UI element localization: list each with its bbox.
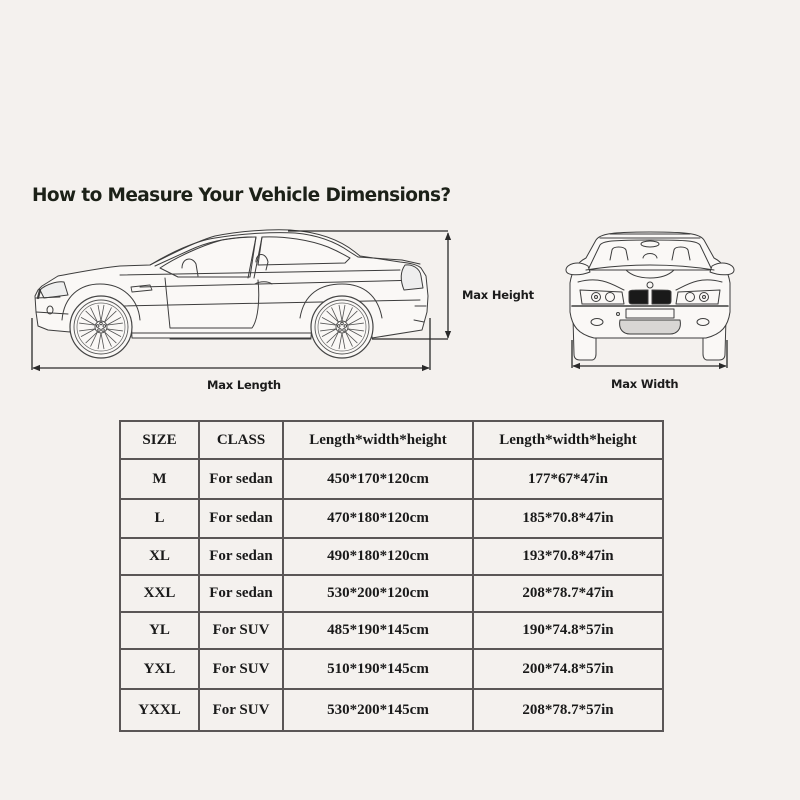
max-height-label: Max Height [462, 288, 534, 302]
cell-cm: 530*200*145cm [283, 689, 473, 731]
cell-in: 185*70.8*47in [473, 499, 663, 538]
cell-class: For SUV [199, 689, 283, 731]
table-row [120, 538, 663, 575]
cell-in: 208*78.7*57in [473, 689, 663, 731]
cell-size: YXL [120, 649, 199, 689]
cell-class: For SUV [199, 612, 283, 649]
cell-in: 177*67*47in [473, 459, 663, 499]
header-class: CLASS [199, 421, 283, 459]
table-row [120, 612, 663, 649]
cell-class: For sedan [199, 459, 283, 499]
table-row [120, 499, 663, 538]
cell-size: M [120, 459, 199, 499]
cell-size: XL [120, 538, 199, 575]
table-row [120, 689, 663, 731]
cell-cm: 485*190*145cm [283, 612, 473, 649]
cell-cm: 530*200*120cm [283, 575, 473, 612]
page-title: How to Measure Your Vehicle Dimensions? [32, 185, 451, 206]
cell-in: 208*78.7*47in [473, 575, 663, 612]
cell-size: XXL [120, 575, 199, 612]
size-chart-table [119, 420, 664, 732]
cell-class: For SUV [199, 649, 283, 689]
cell-class: For sedan [199, 538, 283, 575]
table-row [120, 649, 663, 689]
header-dimensions-in: Length*width*height [473, 421, 663, 459]
max-width-label: Max Width [611, 377, 679, 391]
cell-size: YXXL [120, 689, 199, 731]
table-header-row [120, 421, 663, 459]
car-front-outline-icon [566, 232, 734, 360]
cell-in: 200*74.8*57in [473, 649, 663, 689]
table-row [120, 459, 663, 499]
header-size: SIZE [120, 421, 199, 459]
cell-cm: 450*170*120cm [283, 459, 473, 499]
cell-cm: 470*180*120cm [283, 499, 473, 538]
max-length-label: Max Length [207, 378, 281, 392]
cell-cm: 490*180*120cm [283, 538, 473, 575]
cell-class: For sedan [199, 575, 283, 612]
cell-cm: 510*190*145cm [283, 649, 473, 689]
cell-in: 193*70.8*47in [473, 538, 663, 575]
cell-size: L [120, 499, 199, 538]
cell-size: YL [120, 612, 199, 649]
cell-in: 190*74.8*57in [473, 612, 663, 649]
cell-class: For sedan [199, 499, 283, 538]
table-row [120, 575, 663, 612]
header-dimensions-cm: Length*width*height [283, 421, 473, 459]
